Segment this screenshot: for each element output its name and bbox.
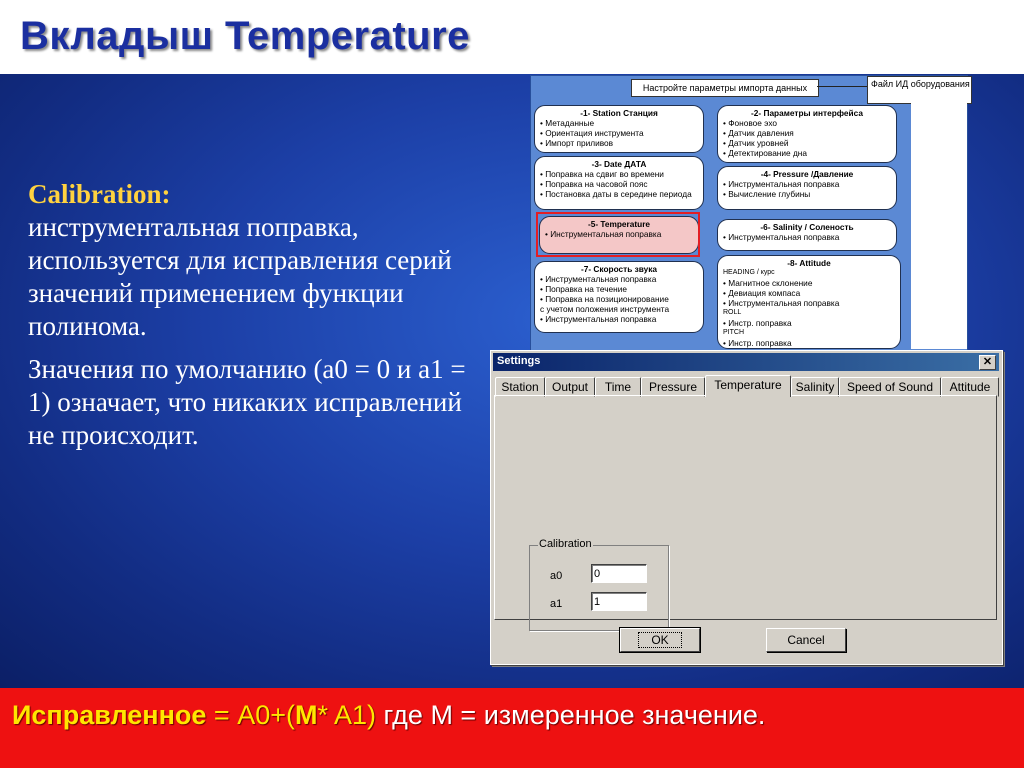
- flow-box-sound-speed: -7- Скорость звука • Инструментальная поправка • Поправка на течение • Поправка на позиционирование с учетом положения инструмента • Инструментальная поправка: [534, 261, 704, 333]
- formula-rest: где M = измеренное значение.: [376, 700, 766, 730]
- flow-box-attitude: -8- Attitude HEADING / курс • Магнитное склонение • Девиация компаса • Инструментальная поправка ROLL • Инстр. поправка PITCH • Инстр. поправка: [717, 255, 901, 349]
- formula-corrected: Исправленное: [12, 700, 207, 730]
- flow-box-interface: -2- Параметры интерфейса • Фоновое эхо • Датчик давления • Датчик уровней • Детектирование дна: [717, 105, 897, 163]
- calibration-title: Calibration:: [28, 179, 171, 209]
- formula-bar: [0, 688, 1024, 768]
- tab-station[interactable]: Station: [495, 377, 545, 397]
- cancel-button[interactable]: Cancel: [766, 628, 846, 652]
- dialog-titlebar[interactable]: [493, 353, 999, 371]
- ok-button[interactable]: [620, 628, 700, 652]
- formula-m: M: [294, 700, 318, 730]
- slide-title: Вкладыш Temperature: [20, 14, 470, 58]
- calibration-group-label: Calibration: [539, 538, 592, 550]
- tab-output[interactable]: Output: [545, 377, 595, 397]
- description-text: [28, 178, 468, 452]
- flow-box-pressure: -4- Pressure /Давление • Инструментальная поправка • Вычисление глубины: [717, 166, 897, 210]
- flow-box-date: -3- Date ДАТА • Поправка на сдвиг во времени • Поправка на часовой пояс • Постановка даты в середине периода: [534, 156, 704, 210]
- tab-salinity[interactable]: Salinity: [791, 377, 839, 397]
- close-icon[interactable]: ✕: [979, 355, 996, 370]
- formula-mult: * A1): [317, 700, 377, 730]
- temperature-panel: [494, 395, 997, 620]
- tab-pressure[interactable]: Pressure: [641, 377, 705, 397]
- flowchart-right-panel: [911, 103, 967, 349]
- a0-field[interactable]: [591, 564, 647, 583]
- flow-box-station: -1- Station Станция • Метаданные • Ориентация инструмента • Импорт приливов: [534, 105, 704, 153]
- settings-dialog: [490, 350, 1003, 665]
- calibration-description: инструментальная поправка, используется для исправления серий значений применением функции полинома.: [28, 212, 452, 341]
- formula-text: [12, 700, 765, 731]
- a0-label: a0: [550, 570, 563, 582]
- flow-box-temperature: -5- Temperature • Инструментальная поправка: [539, 216, 699, 254]
- ok-button-label: OK: [638, 632, 681, 648]
- tab-time[interactable]: Time: [595, 377, 641, 397]
- flow-box-salinity: -6- Salinity / Соленость • Инструментальная поправка: [717, 219, 897, 251]
- tab-attitude[interactable]: Attitude: [941, 377, 999, 397]
- tab-temperature[interactable]: Temperature: [705, 375, 791, 397]
- tab-speed-of-sound[interactable]: Speed of Sound: [839, 377, 941, 397]
- flowchart-id-label: Файл ИД оборудования: [867, 76, 972, 104]
- default-values-note: Значения по умолчанию (a0 = 0 и a1 = 1) означает, что никаких исправлений не происходит.: [28, 354, 466, 450]
- temperature-highlight-frame: [536, 212, 700, 257]
- a1-field[interactable]: [591, 592, 647, 611]
- a1-label: a1: [550, 598, 563, 610]
- flowchart-arrow: [817, 86, 867, 87]
- calibration-group: [529, 538, 669, 631]
- formula-eq: = A0+(: [206, 700, 295, 730]
- flowchart-top-label: Настройте параметры импорта данных: [631, 79, 819, 97]
- slide-header: [0, 0, 1024, 74]
- dialog-title: Settings: [497, 355, 541, 367]
